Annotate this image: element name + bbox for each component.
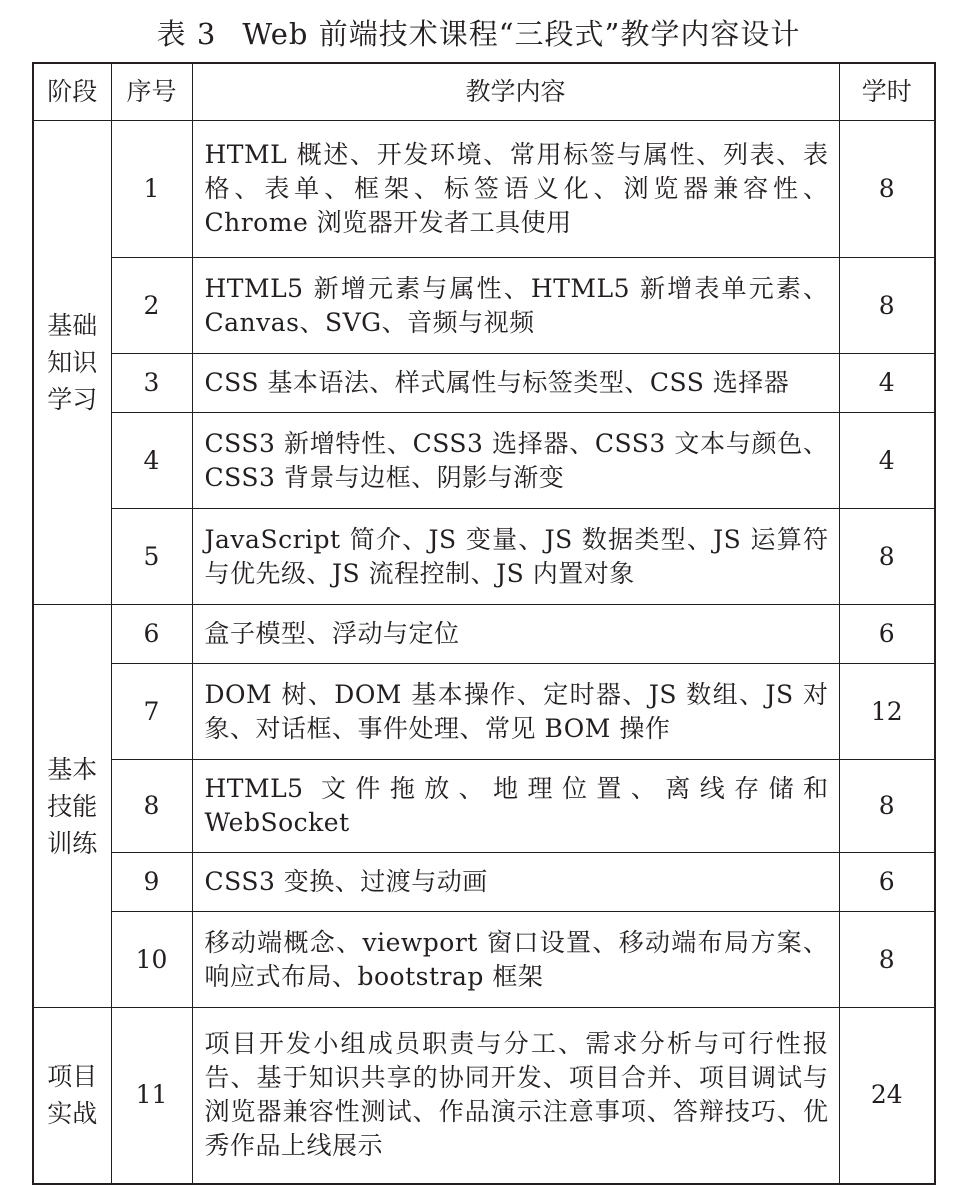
content-cell: HTML5 文件拖放、地理位置、离线存储和 WebSocket bbox=[192, 760, 839, 853]
stage-cell bbox=[33, 605, 111, 1008]
table-row bbox=[33, 664, 935, 760]
hours-cell: 24 bbox=[839, 1008, 935, 1184]
content-cell: HTML 概述、开发环境、常用标签与属性、列表、表格、表单、框架、标签语义化、浏览器兼容性、Chrome 浏览器开发者工具使用 bbox=[192, 121, 839, 258]
table-row bbox=[33, 354, 935, 413]
seq-cell: 5 bbox=[111, 509, 192, 605]
table-row bbox=[33, 1008, 935, 1184]
table-row bbox=[33, 258, 935, 354]
teaching-content-table bbox=[32, 62, 936, 1185]
seq-cell: 8 bbox=[111, 760, 192, 853]
seq-cell: 9 bbox=[111, 853, 192, 912]
header-content: 教学内容 bbox=[192, 63, 839, 121]
caption-number: 表 3 bbox=[156, 17, 217, 51]
hours-cell: 6 bbox=[839, 605, 935, 664]
stage-cell bbox=[33, 1008, 111, 1184]
content-cell: JavaScript 简介、JS 变量、JS 数据类型、JS 运算符与优先级、JS 流程控制、JS 内置对象 bbox=[192, 509, 839, 605]
stage-name: 项目实战 bbox=[47, 1062, 98, 1129]
table-row bbox=[33, 912, 935, 1008]
seq-cell: 2 bbox=[111, 258, 192, 354]
table-row bbox=[33, 605, 935, 664]
seq-cell: 10 bbox=[111, 912, 192, 1008]
table-caption bbox=[0, 12, 957, 53]
table-row bbox=[33, 509, 935, 605]
stage-cell bbox=[33, 121, 111, 605]
header-row bbox=[33, 63, 935, 121]
stage-name: 基本技能训练 bbox=[47, 754, 98, 858]
content-cell: HTML5 新增元素与属性、HTML5 新增表单元素、Canvas、SVG、音频与视频 bbox=[192, 258, 839, 354]
hours-cell: 6 bbox=[839, 853, 935, 912]
seq-cell: 3 bbox=[111, 354, 192, 413]
table-row bbox=[33, 121, 935, 258]
content-cell: 盒子模型、浮动与定位 bbox=[192, 605, 839, 664]
hours-cell: 8 bbox=[839, 509, 935, 605]
hours-cell: 8 bbox=[839, 258, 935, 354]
hours-cell: 12 bbox=[839, 664, 935, 760]
table-row bbox=[33, 760, 935, 853]
seq-cell: 11 bbox=[111, 1008, 192, 1184]
hours-cell: 4 bbox=[839, 354, 935, 413]
content-cell: CSS 基本语法、样式属性与标签类型、CSS 选择器 bbox=[192, 354, 839, 413]
hours-cell: 8 bbox=[839, 121, 935, 258]
table-row bbox=[33, 413, 935, 509]
stage-name: 基础知识学习 bbox=[47, 311, 98, 414]
table-row bbox=[33, 853, 935, 912]
seq-cell: 1 bbox=[111, 121, 192, 258]
header-hours: 学时 bbox=[839, 63, 935, 121]
header-stage: 阶段 bbox=[33, 63, 111, 121]
seq-cell: 7 bbox=[111, 664, 192, 760]
hours-cell: 8 bbox=[839, 912, 935, 1008]
content-cell: 移动端概念、viewport 窗口设置、移动端布局方案、响应式布局、bootstrap 框架 bbox=[192, 912, 839, 1008]
caption-title: Web 前端技术课程“三段式”教学内容设计 bbox=[242, 17, 801, 51]
content-cell: 项目开发小组成员职责与分工、需求分析与可行性报告、基于知识共享的协同开发、项目合并、项目调试与浏览器兼容性测试、作品演示注意事项、答辩技巧、优秀作品上线展示 bbox=[192, 1008, 839, 1184]
hours-cell: 4 bbox=[839, 413, 935, 509]
seq-cell: 6 bbox=[111, 605, 192, 664]
content-cell: CSS3 新增特性、CSS3 选择器、CSS3 文本与颜色、CSS3 背景与边框、阴影与渐变 bbox=[192, 413, 839, 509]
seq-cell: 4 bbox=[111, 413, 192, 509]
hours-cell: 8 bbox=[839, 760, 935, 853]
content-cell: DOM 树、DOM 基本操作、定时器、JS 数组、JS 对象、对话框、事件处理、常见 BOM 操作 bbox=[192, 664, 839, 760]
content-cell: CSS3 变换、过渡与动画 bbox=[192, 853, 839, 912]
header-seq: 序号 bbox=[111, 63, 192, 121]
